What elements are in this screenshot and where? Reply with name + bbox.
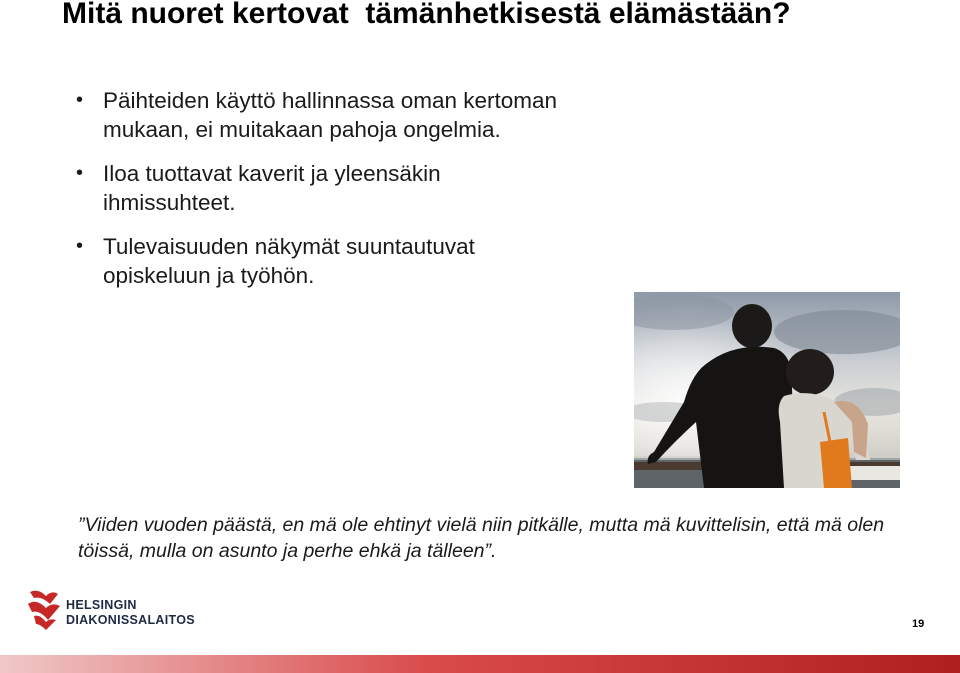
quote-text: ”Viiden vuoden päästä, en mä ole ehtinyt vielä niin pitkälle, mutta mä kuvittelisin, että mä olen töissä, mulla on asunto ja perhe ehkä ja tälleen”. (78, 514, 885, 562)
page-number: 19 (912, 618, 925, 630)
slide-title: Mitä nuoret kertovat tämänhetkisestä elämästään? (62, 0, 791, 30)
couple-photo-illustration (634, 292, 900, 488)
organization-logo (26, 586, 226, 632)
logo-line-1: HELSINGIN (66, 598, 137, 612)
couple-photo (634, 292, 900, 488)
bullet-item (76, 232, 576, 290)
bullet-text: Päihteiden käyttö hallinnassa oman kertoman mukaan, ei muitakaan pahoja ongelmia. (103, 88, 558, 142)
bullet-text: Iloa tuottavat kaverit ja yleensäkin ihmissuhteet. (103, 161, 441, 215)
logo-line-2: DIAKONISSALAITOS (66, 613, 195, 627)
bullet-item (76, 86, 576, 144)
bullet-item (76, 159, 576, 217)
heart-logo-icon (26, 586, 66, 632)
bottom-accent-bar (0, 655, 960, 673)
bullet-dot-icon: • (76, 162, 84, 184)
bullet-dot-icon: • (76, 235, 84, 257)
bullet-dot-icon: • (76, 89, 84, 111)
logo-text (66, 598, 195, 628)
bullet-list (76, 86, 576, 305)
bullet-text: Tulevaisuuden näkymät suuntautuvat opiskeluun ja työhön. (103, 234, 475, 288)
